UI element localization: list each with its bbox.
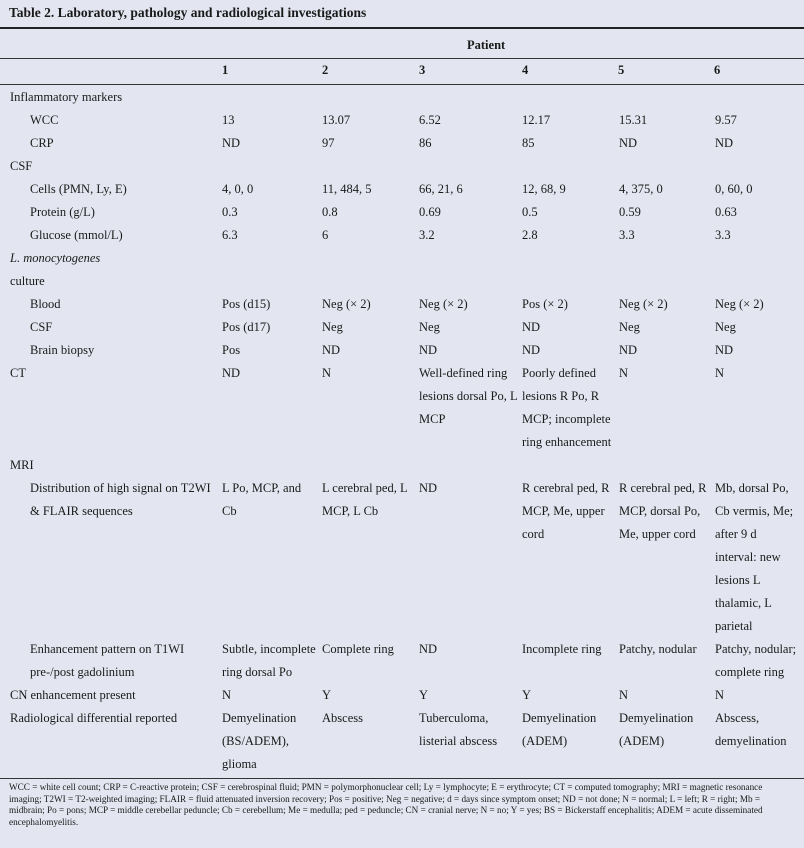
row-label-text: WCC (30, 113, 59, 127)
row-label (0, 454, 222, 477)
bottom-rule (0, 778, 804, 779)
patient-6-header: 6 (714, 63, 721, 77)
row-label-text: Enhancement pattern on T1WI pre-/post gadolinium (30, 642, 185, 679)
row-label (0, 362, 222, 454)
row-label-text: CT (10, 366, 26, 380)
row-label (0, 339, 222, 362)
cell-patient-3: 86 (419, 136, 432, 150)
row-label (0, 86, 222, 109)
cell-patient-2 (322, 86, 419, 109)
table-title: Table 2. Laboratory, pathology and radiological investigations (9, 5, 367, 20)
cell-patient-1 (222, 86, 322, 109)
cell-patient-1: N (222, 688, 232, 702)
patient-4-header: 4 (522, 63, 529, 77)
cell-patient-5 (619, 155, 715, 178)
row-label-text: CSF (10, 159, 33, 173)
cell-patient-4: Poorly defined lesions R Po, R MCP; incomplete ring enhancement (522, 366, 612, 449)
row-label-text: Brain biopsy (30, 343, 95, 357)
cell-patient-3: 6.52 (419, 113, 441, 127)
cell-patient-4: Incomplete ring (522, 642, 602, 656)
table-row (0, 224, 804, 247)
row-label (0, 477, 222, 638)
cell-patient-6: 0.63 (715, 205, 737, 219)
cell-patient-3: 66, 21, 6 (419, 182, 463, 196)
cell-patient-1: Subtle, incomplete ring dorsal Po (222, 642, 316, 679)
cell-patient-5 (619, 86, 715, 109)
cell-patient-3: ND (419, 481, 438, 495)
cell-patient-3: Neg (× 2) (419, 297, 468, 311)
row-label-text: CSF (30, 320, 53, 334)
cell-patient-4: 0.5 (522, 205, 538, 219)
cell-patient-3: 3.2 (419, 228, 435, 242)
row-label (0, 201, 222, 224)
row-label-text: CN enhancement present (10, 688, 136, 702)
table-row (0, 86, 804, 109)
table-row (0, 247, 804, 293)
table-row (0, 201, 804, 224)
cell-patient-3: ND (419, 343, 438, 357)
cell-patient-6 (715, 86, 804, 109)
cell-patient-4: 12.17 (522, 113, 551, 127)
cell-patient-2: 11, 484, 5 (322, 182, 372, 196)
cell-patient-2 (322, 155, 419, 178)
row-label (0, 638, 222, 684)
columns-rule (0, 84, 804, 85)
cell-patient-5: 15.31 (619, 113, 648, 127)
cell-patient-4 (522, 247, 619, 293)
table-row (0, 684, 804, 707)
patient-group-header: Patient (467, 38, 506, 52)
table-row (0, 707, 804, 776)
cell-patient-1: Pos (222, 343, 241, 357)
cell-patient-3 (419, 86, 522, 109)
table-row (0, 132, 804, 155)
cell-patient-4: 12, 68, 9 (522, 182, 566, 196)
cell-patient-6: Abscess, demyelination (715, 711, 787, 748)
cell-patient-1 (222, 247, 322, 293)
cell-patient-6: Patchy, nodular; complete ring (715, 642, 797, 679)
cell-patient-2: ND (322, 343, 341, 357)
row-label-text: Protein (g/L) (30, 205, 95, 219)
cell-patient-3 (419, 247, 522, 293)
patient-1-header: 1 (222, 63, 229, 77)
cell-patient-3: Neg (419, 320, 440, 334)
cell-patient-5: ND (619, 136, 638, 150)
cell-patient-2 (322, 247, 419, 293)
cell-patient-5: Neg (619, 320, 640, 334)
cell-patient-4: Y (522, 688, 532, 702)
cell-patient-2: Abscess (322, 711, 363, 725)
row-label (0, 132, 222, 155)
cell-patient-2: Neg (322, 320, 343, 334)
cell-patient-2: N (322, 366, 332, 380)
cell-patient-4: Pos (× 2) (522, 297, 568, 311)
cell-patient-6: N (715, 688, 725, 702)
cell-patient-4: ND (522, 320, 541, 334)
patient-3-header: 3 (419, 63, 426, 77)
cell-patient-6: N (715, 366, 725, 380)
table-row (0, 109, 804, 132)
cell-patient-2: Y (322, 688, 332, 702)
cell-patient-5 (619, 454, 715, 477)
cell-patient-3: Y (419, 688, 429, 702)
cell-patient-1: Demyelination (BS/ADEM), glioma (222, 711, 297, 771)
table-row (0, 316, 804, 339)
cell-patient-2: Neg (× 2) (322, 297, 371, 311)
cell-patient-1: L Po, MCP, and Cb (222, 481, 302, 518)
row-label-text: MRI (10, 458, 34, 472)
cell-patient-2: Complete ring (322, 642, 394, 656)
cell-patient-3: ND (419, 642, 438, 656)
cell-patient-4: 2.8 (522, 228, 538, 242)
row-label-text: Blood (30, 297, 61, 311)
cell-patient-6: ND (715, 136, 734, 150)
cell-patient-6: ND (715, 343, 734, 357)
table-row (0, 339, 804, 362)
cell-patient-3: Tuberculoma, listerial abscess (419, 711, 498, 748)
row-label (0, 707, 222, 776)
row-label-text: Inflammatory markers (10, 90, 123, 104)
table-row (0, 477, 804, 638)
table-row (0, 155, 804, 178)
cell-patient-1 (222, 454, 322, 477)
cell-patient-4: Demyelination (ADEM) (522, 711, 597, 748)
row-label (0, 316, 222, 339)
cell-patient-5: Neg (× 2) (619, 297, 668, 311)
row-label-text: CRP (30, 136, 54, 150)
row-label (0, 247, 222, 293)
cell-patient-6: Neg (715, 320, 736, 334)
table-row (0, 178, 804, 201)
cell-patient-1: 6.3 (222, 228, 238, 242)
row-label (0, 155, 222, 178)
cell-patient-1: Pos (d17) (222, 320, 271, 334)
cell-patient-4 (522, 155, 619, 178)
row-label-text: Glucose (mmol/L) (30, 228, 123, 242)
cell-patient-5: 4, 375, 0 (619, 182, 663, 196)
row-label (0, 293, 222, 316)
investigations-table (0, 86, 804, 776)
table-row (0, 454, 804, 477)
row-label (0, 109, 222, 132)
cell-patient-5: Patchy, nodular (619, 642, 697, 656)
cell-patient-4: R cerebral ped, R MCP, Me, upper cord (522, 481, 610, 541)
cell-patient-1: 13 (222, 113, 235, 127)
cell-patient-5: N (619, 688, 629, 702)
cell-patient-6: 0, 60, 0 (715, 182, 753, 196)
row-label (0, 224, 222, 247)
footnote: WCC = white cell count; CRP = C-reactive protein; CSF = cerebrospinal fluid; PMN = polymorphonuclear cell; Ly = lymphocyte; E = erythrocyte; CT = computed tomography; MRI = magnetic resonance imaging; T2WI = T2-weighted imaging; FLAIR = fluid attenuated inversion recovery; Pos = positive; Neg = negative; d = days since symptom onset; ND = not done; N = normal; L = left; R = right; Mb = midbrain; Po = pons; MCP = middle cerebellar peduncle; Cb = cerebellum; Me = medulla; ped = peduncle; CN = cranial nerve; N = no; Y = yes; BS = Bickerstaff encephalitis; ADEM = acute disseminated encephalomyelitis. (9, 782, 763, 827)
cell-patient-1: 0.3 (222, 205, 238, 219)
cell-patient-6: 3.3 (715, 228, 731, 242)
cell-patient-2: 13.07 (322, 113, 351, 127)
top-rule (0, 27, 804, 29)
row-label-text: Cells (PMN, Ly, E) (30, 182, 127, 196)
cell-patient-2: L cerebral ped, L MCP, L Cb (322, 481, 408, 518)
row-label-text: Radiological differential reported (10, 711, 178, 725)
cell-patient-2: 97 (322, 136, 335, 150)
cell-patient-4 (522, 454, 619, 477)
cell-patient-1 (222, 155, 322, 178)
header-rule (0, 58, 804, 59)
cell-patient-5: 0.59 (619, 205, 641, 219)
cell-patient-3: Well-defined ring lesions dorsal Po, L MCP (419, 366, 518, 426)
row-label-text: L. monocytogenes (10, 251, 101, 265)
row-label-text: Distribution of high signal on T2WI & FLAIR sequences (30, 481, 211, 518)
cell-patient-6: Neg (× 2) (715, 297, 764, 311)
table-row (0, 293, 804, 316)
cell-patient-3 (419, 454, 522, 477)
cell-patient-1: 4, 0, 0 (222, 182, 254, 196)
cell-patient-5: N (619, 366, 629, 380)
cell-patient-2: 0.8 (322, 205, 338, 219)
cell-patient-5: ND (619, 343, 638, 357)
table-row (0, 638, 804, 684)
patient-2-header: 2 (322, 63, 329, 77)
cell-patient-5: R cerebral ped, R MCP, dorsal Po, Me, upper cord (619, 481, 707, 541)
cell-patient-6 (715, 247, 804, 293)
cell-patient-3: 0.69 (419, 205, 441, 219)
cell-patient-1: ND (222, 366, 241, 380)
patient-5-header: 5 (618, 63, 625, 77)
row-label (0, 684, 222, 707)
cell-patient-6 (715, 454, 804, 477)
cell-patient-1: Pos (d15) (222, 297, 271, 311)
cell-patient-6: Mb, dorsal Po, Cb vermis, Me; after 9 d interval: new lesions L thalamic, L parietal (715, 481, 794, 633)
cell-patient-1: ND (222, 136, 241, 150)
cell-patient-6: 9.57 (715, 113, 737, 127)
cell-patient-5: Demyelination (ADEM) (619, 711, 694, 748)
row-label (0, 178, 222, 201)
cell-patient-6 (715, 155, 804, 178)
cell-patient-4: 85 (522, 136, 535, 150)
cell-patient-5: 3.3 (619, 228, 635, 242)
row-label-text-2: culture (10, 274, 45, 288)
cell-patient-4: ND (522, 343, 541, 357)
table-row (0, 362, 804, 454)
cell-patient-3 (419, 155, 522, 178)
cell-patient-2: 6 (322, 228, 329, 242)
cell-patient-4 (522, 86, 619, 109)
cell-patient-2 (322, 454, 419, 477)
cell-patient-5 (619, 247, 715, 293)
